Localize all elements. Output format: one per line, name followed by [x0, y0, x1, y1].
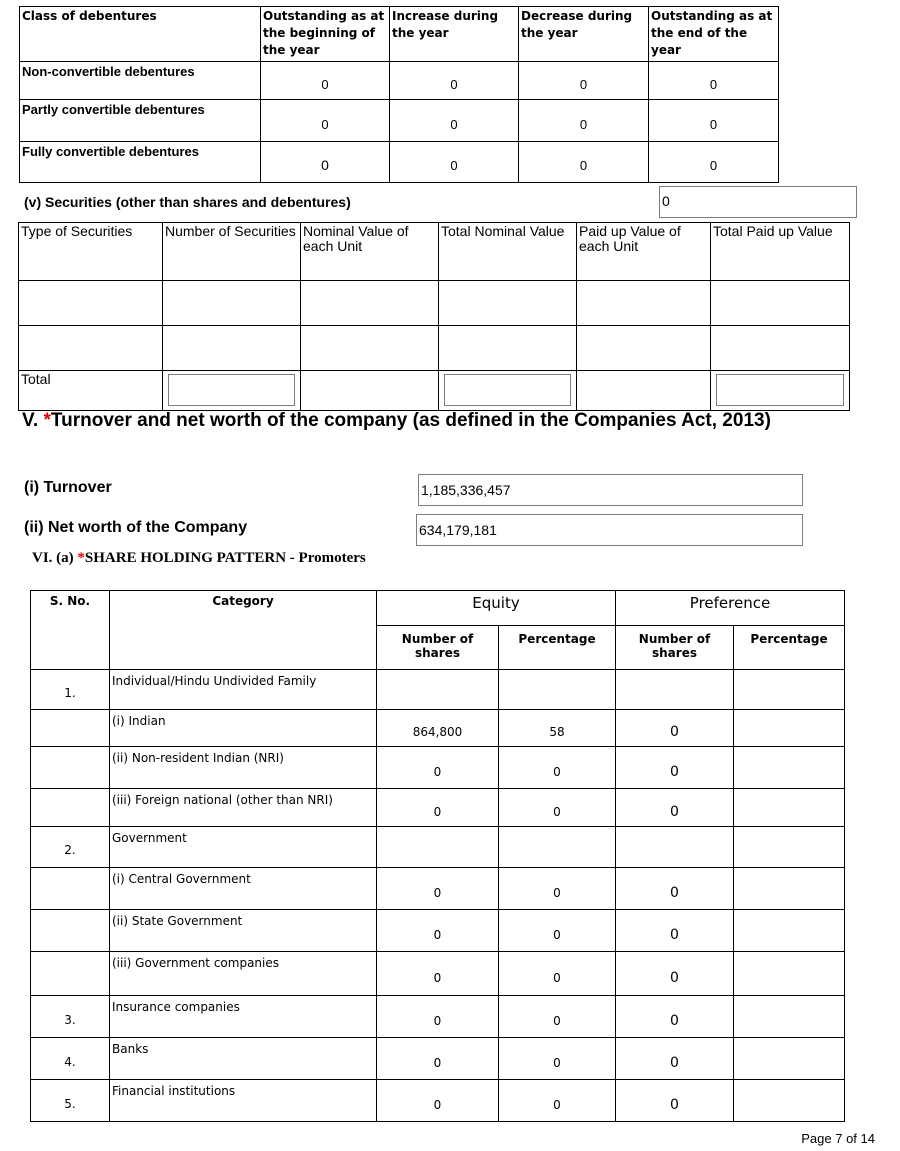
row-label: Fully convertible debentures — [20, 142, 261, 183]
table-row — [31, 789, 845, 827]
equity-pct-cell[interactable]: 0 — [499, 996, 616, 1038]
turnover-field[interactable]: 1,185,336,457 — [418, 474, 803, 506]
row-label: Non-convertible debentures — [20, 62, 261, 100]
debentures-table — [19, 6, 779, 183]
row-sno: 5. — [31, 1080, 110, 1122]
cell-value: 0 — [390, 142, 519, 183]
debentures-header-row — [20, 7, 779, 62]
cell-value: 0 — [649, 100, 779, 142]
securities-header-total-nominal: Total Nominal Value — [439, 223, 577, 281]
pref-pct-cell[interactable] — [734, 910, 845, 952]
total-nominal-cell — [439, 371, 577, 411]
total-paidup-cell — [711, 371, 850, 411]
row-category: (i) Central Government — [110, 868, 377, 910]
cell-value: 0 — [261, 100, 390, 142]
equity-num-cell[interactable]: 0 — [377, 747, 499, 789]
equity-num-cell[interactable] — [377, 670, 499, 710]
total-nominal-field[interactable] — [444, 374, 571, 406]
equity-num-cell[interactable]: 0 — [377, 789, 499, 827]
equity-pct-cell[interactable]: 58 — [499, 710, 616, 747]
total-label: Total — [19, 371, 163, 411]
pref-pct-cell[interactable] — [734, 952, 845, 996]
shareholding-header-row-1 — [31, 591, 845, 626]
networth-label: (ii) Net worth of the Company — [24, 519, 248, 536]
row-category: (i) Indian — [110, 710, 377, 747]
equity-pct-cell[interactable]: 0 — [499, 1080, 616, 1122]
row-category: (iii) Government companies — [110, 952, 377, 996]
table-row — [19, 281, 850, 326]
equity-num-cell[interactable]: 0 — [377, 1080, 499, 1122]
table-row — [20, 142, 779, 183]
pref-pct-cell[interactable] — [734, 1080, 845, 1122]
cell-empty[interactable] — [19, 281, 163, 326]
equity-num-cell[interactable]: 864,800 — [377, 710, 499, 747]
securities-header-number: Number of Securities — [163, 223, 301, 281]
cell-value: 0 — [390, 62, 519, 100]
cell-empty[interactable] — [301, 281, 439, 326]
networth-field[interactable]: 634,179,181 — [416, 514, 803, 546]
equity-num-cell[interactable]: 0 — [377, 910, 499, 952]
cell-empty[interactable] — [163, 326, 301, 371]
securities-header-paidup: Paid up Value of each Unit — [577, 223, 711, 281]
section-vi-prefix: VI. (a) — [32, 550, 78, 566]
pref-num-cell[interactable]: 0 — [616, 747, 734, 789]
cell-value: 0 — [649, 142, 779, 183]
row-category: (ii) State Government — [110, 910, 377, 952]
section-v-title: Turnover and net worth of the company (as defined in the Companies Act, 2013) — [50, 410, 771, 431]
pref-num-cell[interactable]: 0 — [616, 952, 734, 996]
securities-header-row — [19, 223, 850, 281]
equity-num-cell[interactable]: 0 — [377, 952, 499, 996]
row-category: Government — [110, 827, 377, 868]
equity-num-cell[interactable]: 0 — [377, 868, 499, 910]
table-row — [31, 747, 845, 789]
securities-total-row — [19, 371, 850, 411]
row-sno: 4. — [31, 1038, 110, 1080]
header-equity: Equity — [377, 591, 616, 626]
row-sno — [31, 910, 110, 952]
securities-header-type: Type of Securities — [19, 223, 163, 281]
header-sno: S. No. — [31, 591, 110, 670]
total-number-cell — [163, 371, 301, 411]
cell-empty[interactable] — [711, 326, 850, 371]
cell-empty[interactable] — [19, 326, 163, 371]
pref-pct-cell[interactable] — [734, 710, 845, 747]
section-vi-title: SHARE HOLDING PATTERN - Promoters — [84, 550, 366, 566]
securities-total-field[interactable]: 0 — [659, 186, 857, 218]
debentures-header-class: Class of debentures — [20, 7, 261, 62]
shareholding-body — [31, 670, 845, 1122]
row-sno — [31, 868, 110, 910]
section-v-prefix: V. — [22, 410, 44, 431]
table-row — [20, 62, 779, 100]
header-preference: Preference — [616, 591, 845, 626]
equity-pct-cell[interactable]: 0 — [499, 789, 616, 827]
row-sno — [31, 952, 110, 996]
row-category: Individual/Hindu Undivided Family — [110, 670, 377, 710]
table-row — [31, 910, 845, 952]
table-row — [31, 1038, 845, 1080]
pref-num-cell[interactable]: 0 — [616, 996, 734, 1038]
table-row — [19, 326, 850, 371]
cell-empty[interactable] — [163, 281, 301, 326]
equity-pct-cell[interactable]: 0 — [499, 1038, 616, 1080]
table-row — [31, 868, 845, 910]
cell-empty[interactable] — [439, 326, 577, 371]
pref-pct-cell[interactable] — [734, 827, 845, 868]
cell-empty[interactable] — [577, 281, 711, 326]
cell-empty[interactable] — [301, 326, 439, 371]
securities-table — [18, 222, 850, 411]
row-category: (ii) Non-resident Indian (NRI) — [110, 747, 377, 789]
row-category: Banks — [110, 1038, 377, 1080]
header-pref-pct: Percentage — [734, 626, 845, 670]
pref-num-cell[interactable]: 0 — [616, 1080, 734, 1122]
debentures-header-decrease: Decrease during the year — [519, 7, 649, 62]
table-row — [31, 952, 845, 996]
row-sno: 3. — [31, 996, 110, 1038]
row-sno — [31, 710, 110, 747]
cell-empty[interactable] — [439, 281, 577, 326]
shareholding-table — [30, 590, 845, 1122]
header-equity-pct: Percentage — [499, 626, 616, 670]
required-star: * — [43, 410, 51, 431]
header-equity-num: Number of shares — [377, 626, 499, 670]
pref-pct-cell[interactable] — [734, 996, 845, 1038]
pref-num-cell[interactable]: 0 — [616, 910, 734, 952]
section-v-heading — [22, 410, 771, 432]
equity-num-cell[interactable] — [377, 827, 499, 868]
pref-num-cell[interactable] — [616, 827, 734, 868]
cell-empty — [577, 371, 711, 411]
pref-pct-cell[interactable] — [734, 868, 845, 910]
header-pref-num: Number of shares — [616, 626, 734, 670]
cell-value: 0 — [261, 142, 390, 183]
debentures-header-begin: Outstanding as at the beginning of the year — [261, 7, 390, 62]
row-sno — [31, 789, 110, 827]
equity-pct-cell[interactable] — [499, 827, 616, 868]
total-paidup-field[interactable] — [716, 374, 844, 406]
pref-num-cell[interactable]: 0 — [616, 868, 734, 910]
section-vi-heading — [32, 550, 366, 567]
cell-empty — [301, 371, 439, 411]
row-category: Financial institutions — [110, 1080, 377, 1122]
pref-pct-cell[interactable] — [734, 670, 845, 710]
cell-value: 0 — [519, 62, 649, 100]
page-number: Page 7 of 14 — [801, 1131, 875, 1146]
row-sno: 2. — [31, 827, 110, 868]
table-row — [31, 710, 845, 747]
pref-num-cell[interactable]: 0 — [616, 1038, 734, 1080]
row-sno — [31, 747, 110, 789]
securities-header-total-paidup: Total Paid up Value — [711, 223, 850, 281]
cell-empty[interactable] — [711, 281, 850, 326]
cell-value: 0 — [390, 100, 519, 142]
equity-num-cell[interactable]: 0 — [377, 996, 499, 1038]
pref-num-cell[interactable]: 0 — [616, 789, 734, 827]
equity-pct-cell[interactable]: 0 — [499, 868, 616, 910]
row-sno: 1. — [31, 670, 110, 710]
header-category: Category — [110, 591, 377, 670]
cell-value: 0 — [519, 142, 649, 183]
cell-value: 0 — [519, 100, 649, 142]
row-category: (iii) Foreign national (other than NRI) — [110, 789, 377, 827]
securities-title: (v) Securities (other than shares and debentures) — [24, 194, 351, 210]
equity-pct-cell[interactable] — [499, 670, 616, 710]
table-row — [31, 996, 845, 1038]
pref-num-cell[interactable]: 0 — [616, 710, 734, 747]
cell-value: 0 — [649, 62, 779, 100]
equity-pct-cell[interactable]: 0 — [499, 952, 616, 996]
pref-num-cell[interactable] — [616, 670, 734, 710]
table-row — [31, 670, 845, 710]
pref-pct-cell[interactable] — [734, 747, 845, 789]
cell-empty[interactable] — [577, 326, 711, 371]
total-number-field[interactable] — [168, 374, 295, 406]
turnover-label: (i) Turnover — [24, 479, 112, 496]
pref-pct-cell[interactable] — [734, 789, 845, 827]
equity-num-cell[interactable]: 0 — [377, 1038, 499, 1080]
cell-value: 0 — [261, 62, 390, 100]
table-row — [31, 827, 845, 868]
row-category: Insurance companies — [110, 996, 377, 1038]
equity-pct-cell[interactable]: 0 — [499, 747, 616, 789]
row-label: Partly convertible debentures — [20, 100, 261, 142]
required-star: * — [77, 550, 85, 566]
debentures-header-increase: Increase during the year — [390, 7, 519, 62]
pref-pct-cell[interactable] — [734, 1038, 845, 1080]
debentures-header-end: Outstanding as at the end of the year — [649, 7, 779, 62]
equity-pct-cell[interactable]: 0 — [499, 910, 616, 952]
securities-header-nominal: Nominal Value of each Unit — [301, 223, 439, 281]
table-row — [31, 1080, 845, 1122]
table-row — [20, 100, 779, 142]
